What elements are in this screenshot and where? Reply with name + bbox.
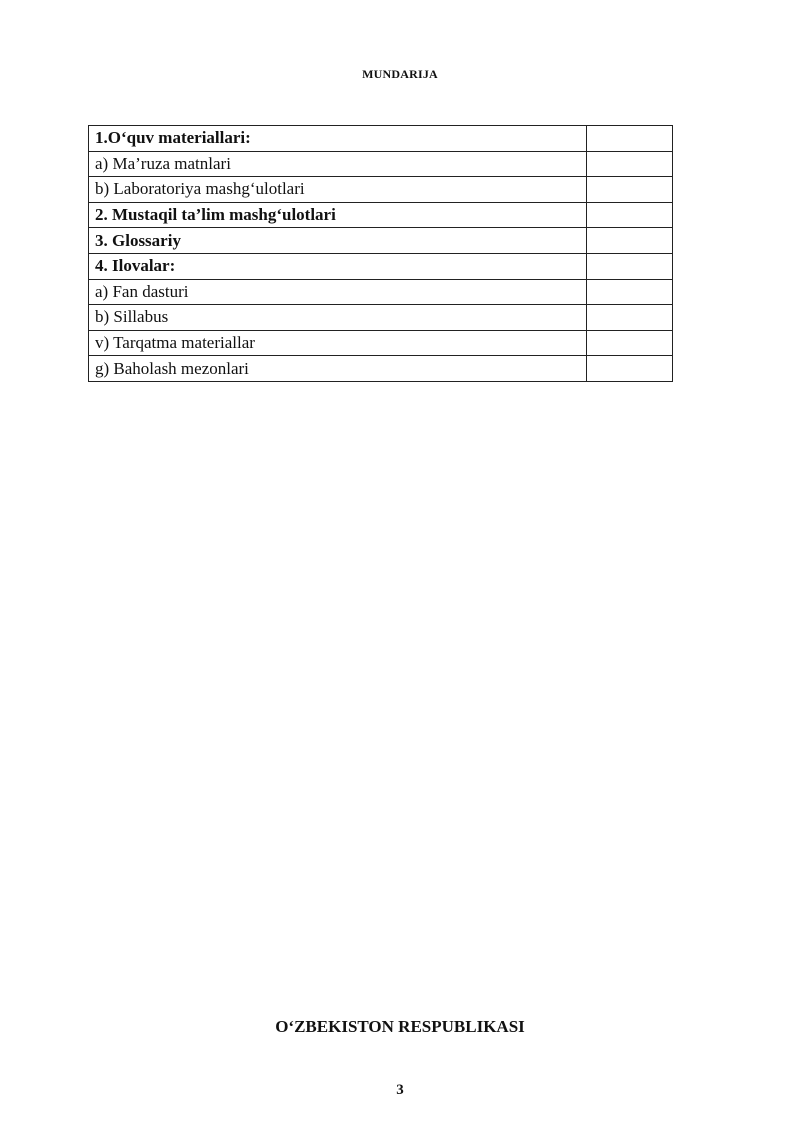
toc-entry-title: b) Sillabus — [89, 305, 587, 331]
toc-entry-title: 1.O‘quv materiallari: — [89, 126, 587, 152]
toc-entry-page — [587, 305, 673, 331]
page-title: MUNDARIJA — [362, 67, 438, 81]
toc-entry-page — [587, 202, 673, 228]
toc-entry-page — [587, 126, 673, 152]
table-row — [89, 177, 673, 203]
table-row — [89, 202, 673, 228]
toc-entry-page — [587, 356, 673, 382]
table-row — [89, 279, 673, 305]
table-row — [89, 305, 673, 331]
toc-entry-title: 4. Ilovalar: — [89, 253, 587, 279]
table-row — [89, 253, 673, 279]
toc-entry-page — [587, 330, 673, 356]
toc-entry-page — [587, 177, 673, 203]
toc-entry-page — [587, 151, 673, 177]
page-number: 3 — [396, 1082, 404, 1098]
toc-entry-title: v) Tarqatma materiallar — [89, 330, 587, 356]
table-row — [89, 330, 673, 356]
toc-entry-title: g) Baholash mezonlari — [89, 356, 587, 382]
toc-entry-page — [587, 228, 673, 254]
toc-entry-title: a) Fan dasturi — [89, 279, 587, 305]
footer-organization: O‘ZBEKISTON RESPUBLIKASI — [275, 1017, 525, 1036]
toc-entry-page — [587, 279, 673, 305]
table-row — [89, 356, 673, 382]
toc-entry-title: 3. Glossariy — [89, 228, 587, 254]
toc-entry-page — [587, 253, 673, 279]
toc-entry-title: b) Laboratoriya mashg‘ulotlari — [89, 177, 587, 203]
table-row — [89, 228, 673, 254]
table-row — [89, 126, 673, 152]
toc-entry-title: 2. Mustaqil ta’lim mashg‘ulotlari — [89, 202, 587, 228]
toc-entry-title: a) Ma’ruza matnlari — [89, 151, 587, 177]
table-row — [89, 151, 673, 177]
table-of-contents — [88, 125, 673, 382]
